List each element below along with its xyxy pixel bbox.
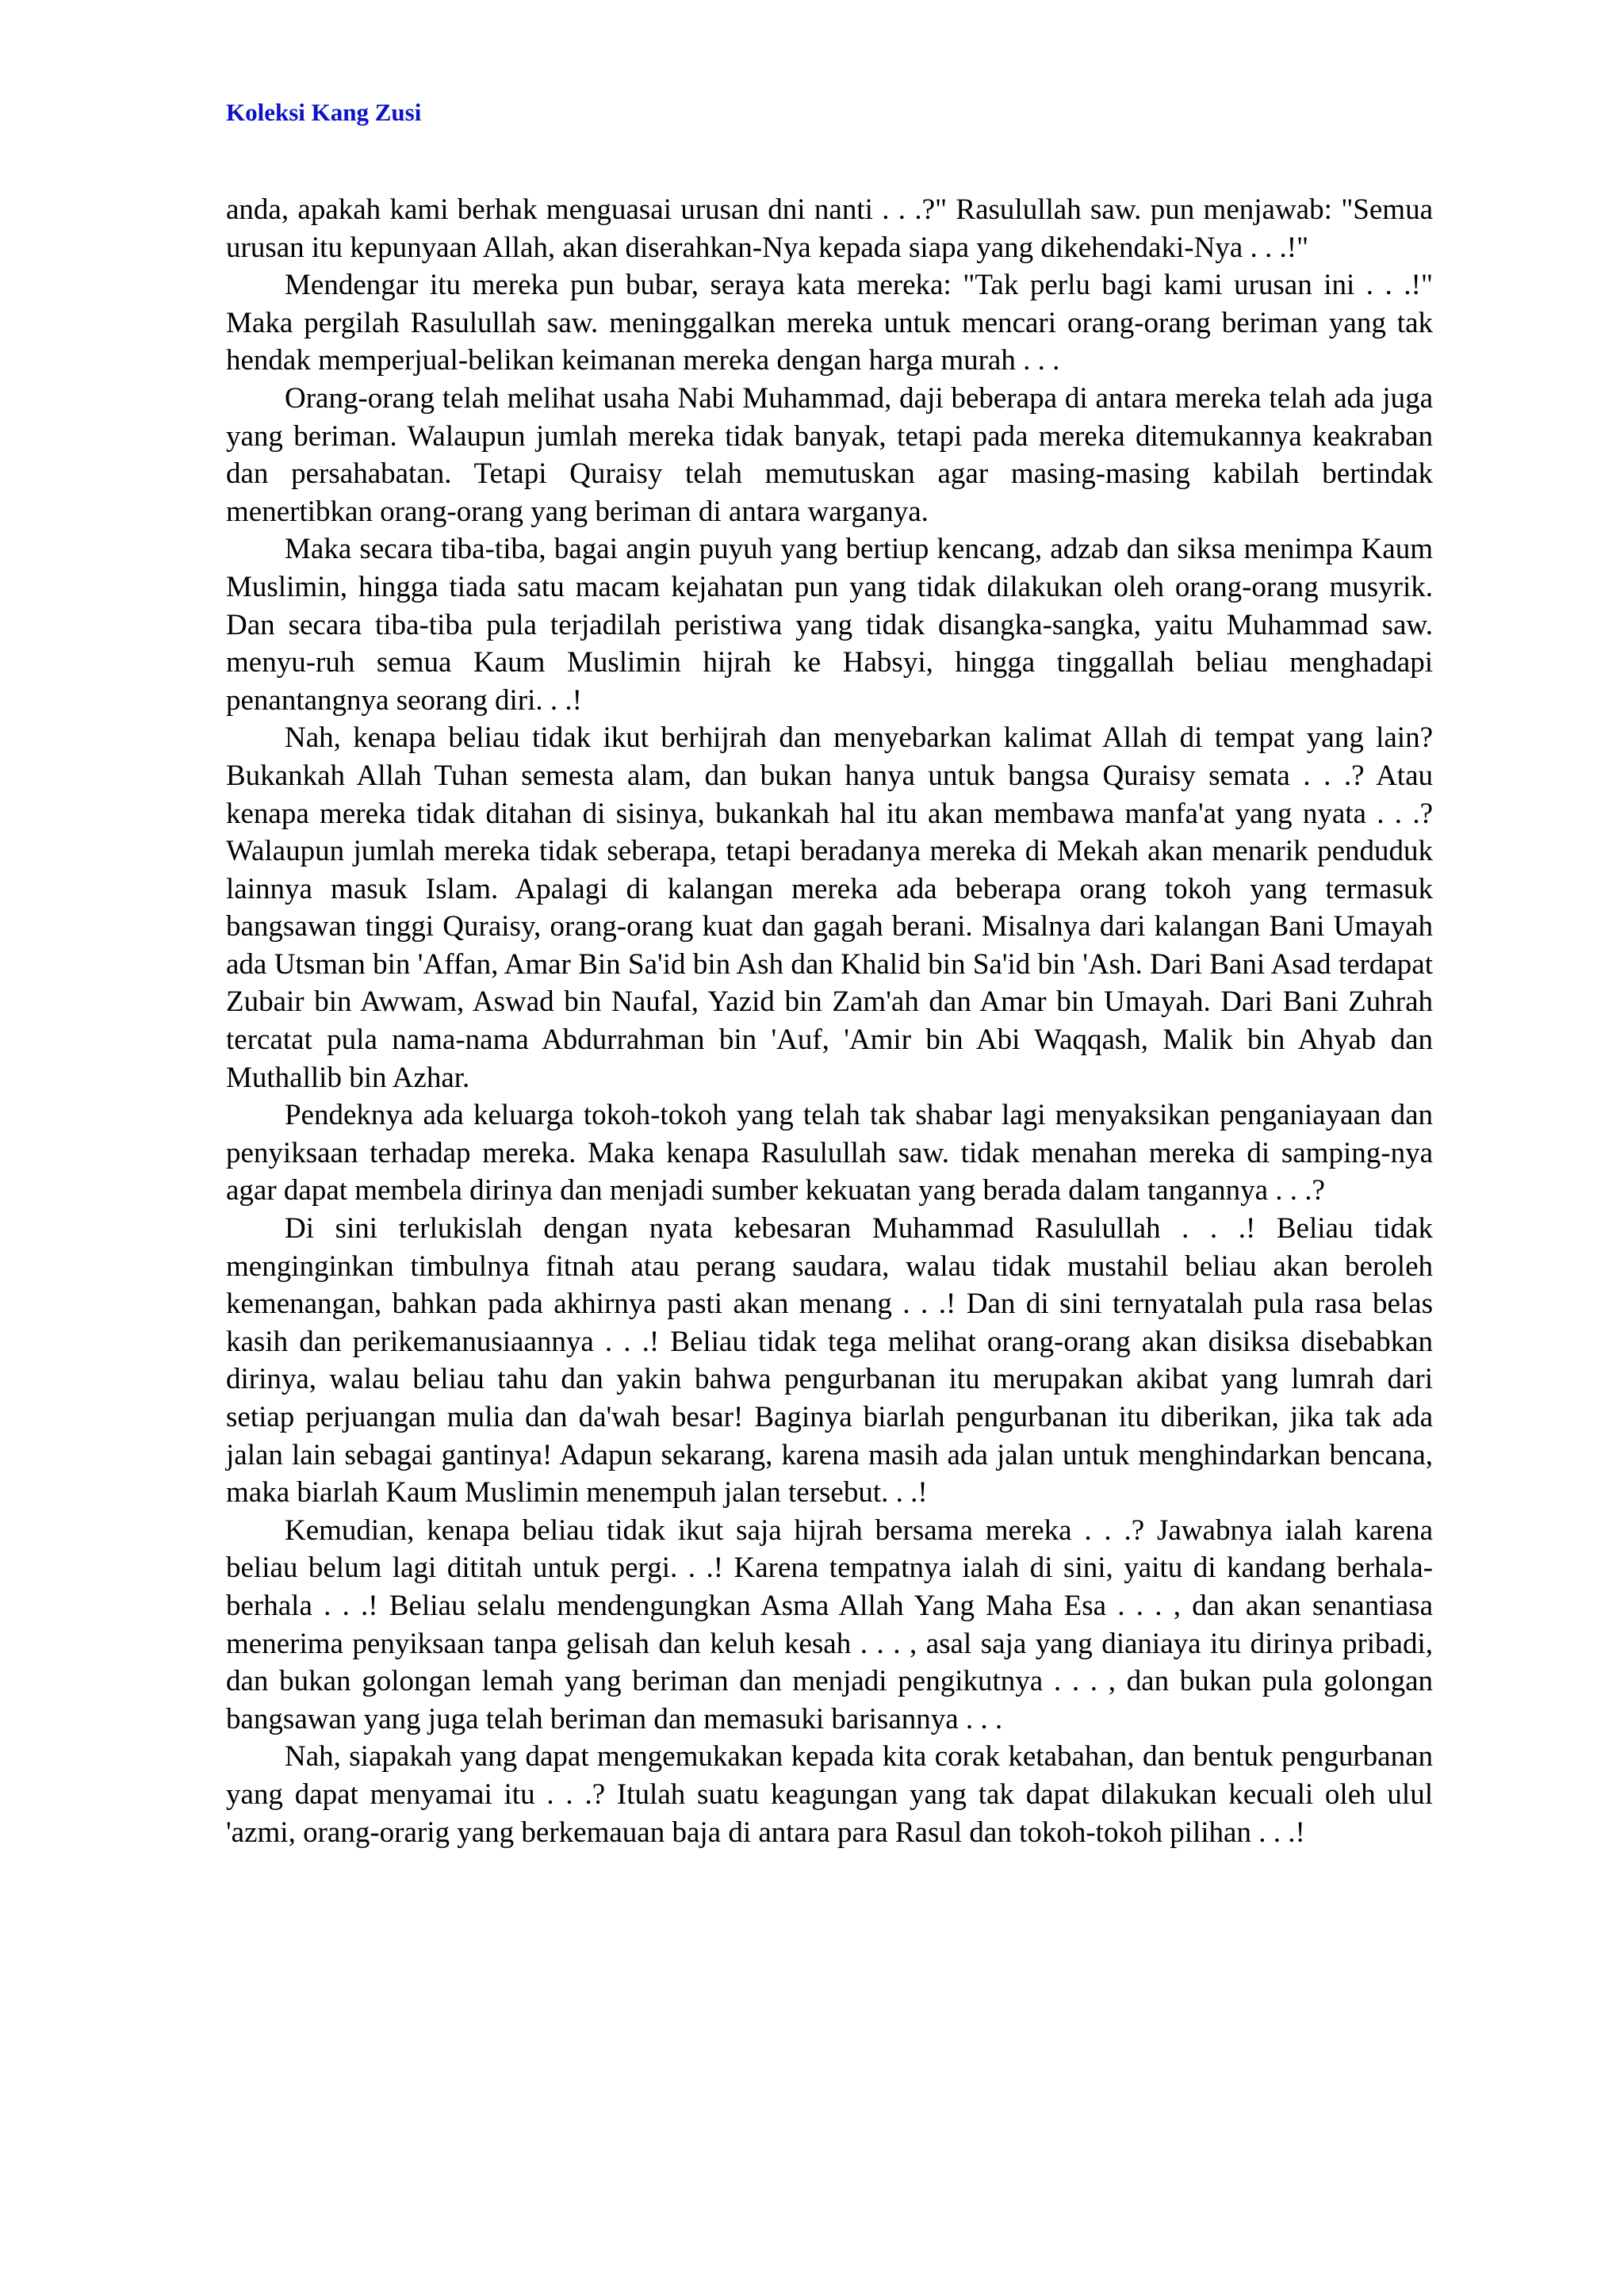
document-body <box>226 191 1433 1851</box>
paragraph: Di sini terlukislah dengan nyata kebesaran Muhammad Rasulullah . . .! Beliau tidak menginginkan timbulnya fitnah atau perang saudara, walau tidak mustahil beliau akan beroleh kemenangan, bahkan pada akhirnya pasti akan menang . . .! Dan di sini ternyatalah pula rasa belas kasih dan perikemanusiaannya . . .! Beliau tidak tega melihat orang-orang akan disiksa disebabkan dirinya, walau beliau tahu dan yakin bahwa pengurbanan itu merupakan akibat yang lumrah dari setiap perjuangan mulia dan da'wah besar! Baginya biarlah pengurbanan itu diberikan, jika tak ada jalan lain sebagai gantinya! Adapun sekarang, karena masih ada jalan untuk menghindarkan bencana, maka biarlah Kaum Muslimin menempuh jalan tersebut. . .! <box>226 1212 1433 1510</box>
paragraph: Kemudian, kenapa beliau tidak ikut saja hijrah bersama mereka . . .? Jawabnya ialah karena beliau belum lagi dititah untuk pergi. . .! Karena tempatnya ialah di sini, yaitu di kandang berhala-berhala . . .! Beliau selalu mendengungkan Asma Allah Yang Maha Esa . . . , dan akan senantiasa menerima penyiksaan tanpa gelisah dan keluh kesah . . . , asal saja yang dianiaya itu dirinya pribadi, dan bukan golongan lemah yang beriman dan menjadi pengikutnya . . . , dan bukan pula golongan bangsawan yang juga telah beriman dan memasuki barisannya . . . <box>226 1513 1433 1735</box>
paragraph-continuation: anda, apakah kami berhak menguasai urusan dni nanti . . .?" Rasulullah saw. pun menjawab: "Semua urusan itu kepunyaan Allah, akan diserahkan-Nya kepada siapa yang dikehendaki-Nya . . .!" <box>226 193 1433 264</box>
paragraph: Mendengar itu mereka pun bubar, seraya kata mereka: "Tak perlu bagi kami urusan ini . . .!" Maka pergilah Rasulullah saw. meninggalkan mereka untuk mencari orang-orang beriman yang tak hendak memperjual-belikan keimanan mereka dengan harga murah . . . <box>226 269 1433 377</box>
paragraph: Pendeknya ada keluarga tokoh-tokoh yang telah tak shabar lagi menyaksikan penganiayaan dan penyiksaan terhadap mereka. Maka kenapa Rasulullah saw. tidak menahan mereka di samping-nya agar dapat membela dirinya dan menjadi sumber kekuatan yang berada dalam tangannya . . .? <box>226 1099 1433 1207</box>
paragraph: Nah, kenapa beliau tidak ikut berhijrah dan menyebarkan kalimat Allah di tempat yang lain? Bukankah Allah Tuhan semesta alam, dan bukan hanya untuk bangsa Quraisy semata . . .? Atau kenapa mereka tidak ditahan di sisinya, bukankah hal itu akan membawa manfa'at yang nyata . . .? Walaupun jumlah mereka tidak seberapa, tetapi beradanya mereka di Mekah akan menarik penduduk lainnya masuk Islam. Apalagi di kalangan mereka ada beberapa orang tokoh yang termasuk bangsawan tinggi Quraisy, orang-orang kuat dan gagah berani. Misalnya dari kalangan Bani Umayah ada Utsman bin 'Affan, Amar Bin Sa'id bin Ash dan Khalid bin Sa'id bin 'Ash. Dari Bani Asad terdapat Zubair bin Awwam, Aswad bin Naufal, Yazid bin Zam'ah dan Amar bin Umayah. Dari Bani Zuhrah tercatat pula nama-nama Abdurrahman bin 'Auf, 'Amir bin Abi Waqqash, Malik bin Ahyab dan Muthallib bin Azhar. <box>226 721 1433 1094</box>
page-header-title: Koleksi Kang Zusi <box>226 98 422 126</box>
paragraph: Maka secara tiba-tiba, bagai angin puyuh yang bertiup kencang, adzab dan siksa menimpa Kaum Muslimin, hingga tiada satu macam kejahatan pun yang tidak dilakukan oleh orang-orang musyrik. Dan secara tiba-tiba pula terjadilah peristiwa yang tidak disangka-sangka, yaitu Muhammad saw. menyu-ruh semua Kaum Muslimin hijrah ke Habsyi, hingga tinggallah beliau menghadapi penantangnya seorang diri. . .! <box>226 533 1433 717</box>
paragraph: Nah, siapakah yang dapat mengemukakan kepada kita corak ketabahan, dan bentuk pengurbanan yang dapat menyamai itu . . .? Itulah suatu keagungan yang tak dapat dilakukan kecuali oleh ulul 'azmi, orang-orarig yang berkemauan baja di antara para Rasul dan tokoh-tokoh pilihan . . .! <box>226 1740 1433 1849</box>
paragraph: Orang-orang telah melihat usaha Nabi Muhammad, daji beberapa di antara mereka telah ada juga yang beriman. Walaupun jumlah mereka tidak banyak, tetapi pada mereka ditemukannya keakraban dan persahabatan. Tetapi Quraisy telah memutuskan agar masing-masing kabilah bertindak menertibkan orang-orang yang beriman di antara warganya. <box>226 381 1433 528</box>
